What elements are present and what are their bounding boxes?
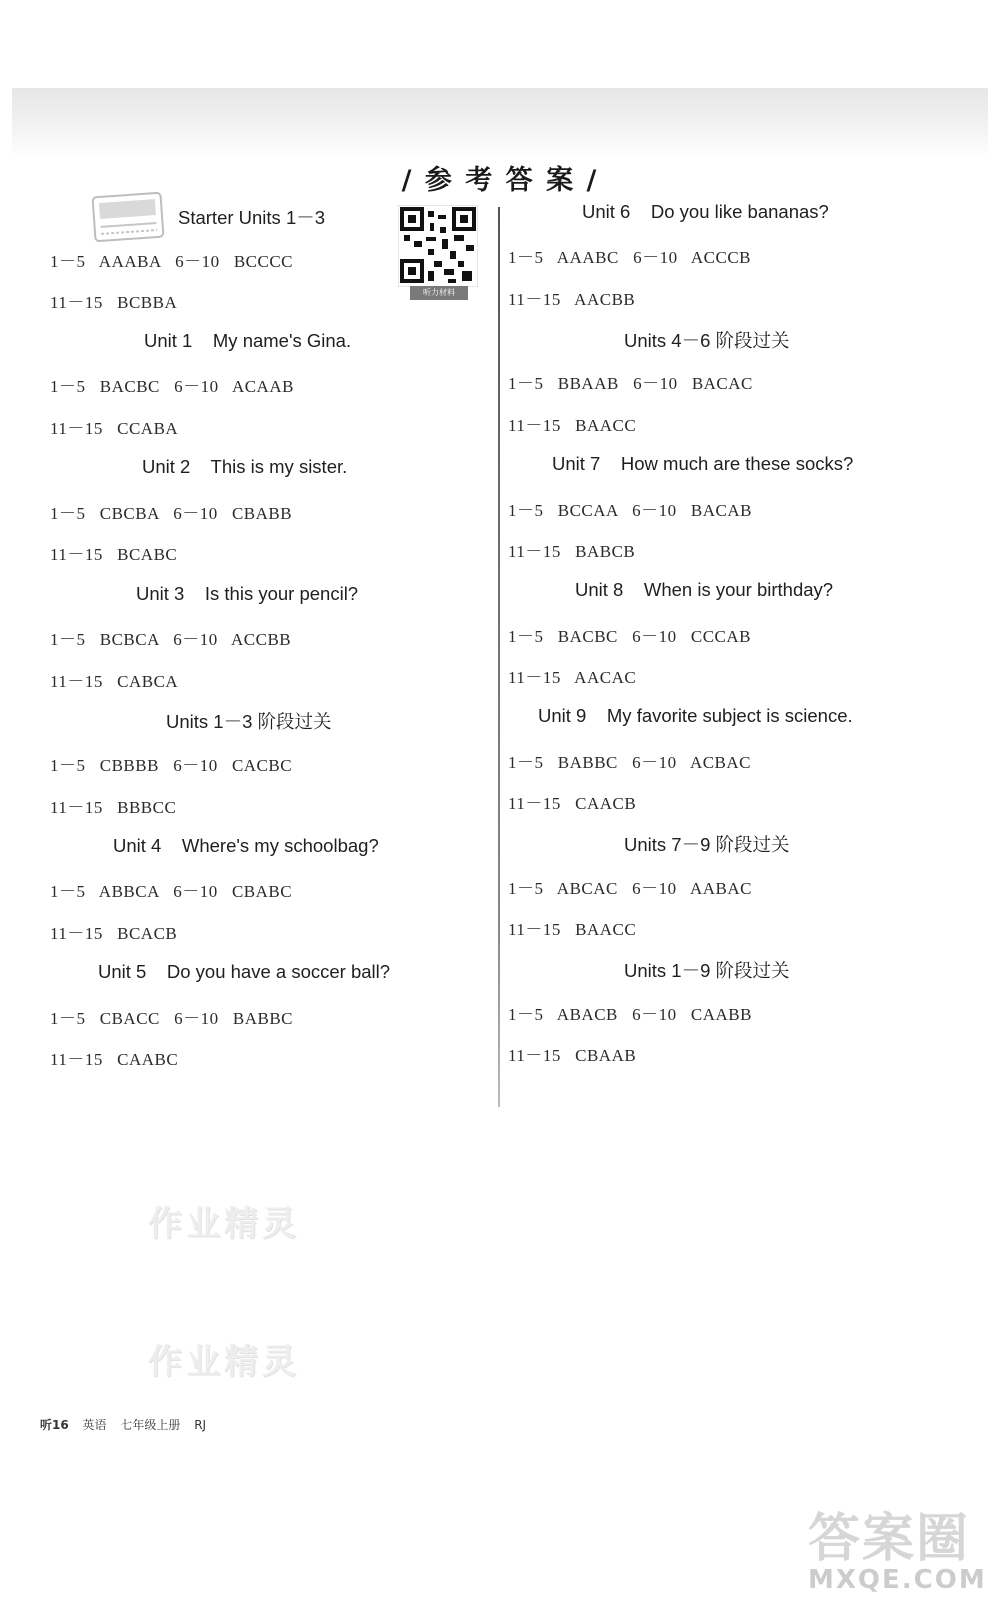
answer-row: 11－15 CCABA [50, 419, 179, 438]
section-heading: Starter Units 1－3 [178, 207, 326, 228]
watermark: 作业精灵 [148, 1342, 300, 1382]
column-divider [498, 207, 500, 1107]
answer-row: 11－15 CAABC [50, 1050, 179, 1069]
answer-row: 11－15 BAACC [508, 416, 637, 435]
section-heading: Units 1－9 阶段过关 [624, 960, 790, 981]
section-heading: Unit 1 My name's Gina. [144, 330, 352, 351]
page-footer [40, 1416, 216, 1433]
page-number: 听16 [40, 1418, 69, 1432]
page-top-band [12, 88, 988, 158]
section-heading: Unit 3 Is this your pencil? [136, 583, 359, 604]
answer-row: 11－15 BCABC [50, 545, 178, 564]
section-heading: Units 4－6 阶段过关 [624, 330, 790, 351]
section-heading: Unit 6 Do you like bananas? [582, 201, 829, 222]
answer-row: 1－5 BABBC 6－10 ACBAC [508, 753, 752, 772]
answer-row: 11－15 BABCB [508, 542, 636, 561]
answer-row: 1－5 ABACB 6－10 CAABB [508, 1005, 752, 1024]
answer-row: 1－5 BCCAA 6－10 BACAB [508, 501, 752, 520]
footer-subject: 英语 [82, 1418, 107, 1432]
answer-row: 11－15 BBBCC [50, 798, 177, 817]
corner-logo [808, 1496, 987, 1595]
corner-logo-site: MXQE.COM [808, 1565, 987, 1595]
answer-row: 1－5 CBACC 6－10 BABBC [50, 1009, 294, 1028]
section-heading: Unit 9 My favorite subject is science. [538, 705, 853, 726]
page-title: / 参 考 答 案 / [401, 165, 599, 196]
answer-row: 11－15 AACAC [508, 668, 637, 687]
answer-row: 1－5 AAABC 6－10 ACCCB [508, 248, 752, 267]
answer-row: 11－15 CAACB [508, 794, 637, 813]
section-heading: Units 7－9 阶段过关 [624, 834, 790, 855]
answer-row: 11－15 CABCA [50, 672, 179, 691]
stamp-icon [90, 191, 165, 244]
section-heading: Unit 5 Do you have a soccer ball? [98, 961, 391, 982]
answer-row: 11－15 AACBB [508, 290, 636, 309]
section-heading: Unit 2 This is my sister. [142, 456, 348, 477]
answer-row: 11－15 BCACB [50, 924, 178, 943]
section-heading: Unit 7 How much are these socks? [552, 453, 854, 474]
section-heading: Units 1－3 阶段过关 [166, 711, 332, 732]
answer-row: 1－5 ABCAC 6－10 AABAC [508, 879, 752, 898]
answer-row: 1－5 BBAAB 6－10 BACAC [508, 374, 753, 393]
answer-row: 1－5 BCBCA 6－10 ACCBB [50, 630, 292, 649]
answer-row: 1－5 BACBC 6－10 ACAAB [50, 377, 294, 396]
footer-grade: 七年级上册 [120, 1418, 181, 1432]
qr-caption: 听力材料 [410, 286, 468, 300]
answer-row: 1－5 CBCBA 6－10 CBABB [50, 504, 293, 523]
answer-row: 11－15 BCBBA [50, 293, 178, 312]
watermark: 作业精灵 [148, 1204, 300, 1244]
answer-row: 1－5 ABBCA 6－10 CBABC [50, 882, 293, 901]
answer-row: 11－15 CBAAB [508, 1046, 637, 1065]
footer-edition: RJ [194, 1418, 207, 1432]
corner-logo-text: 答案圈 [808, 1509, 971, 1569]
answer-row: 1－5 CBBBB 6－10 CACBC [50, 756, 293, 775]
answer-row: 1－5 BACBC 6－10 CCCAB [508, 627, 752, 646]
section-heading: Unit 8 When is your birthday? [575, 579, 834, 600]
answer-row: 1－5 AAABA 6－10 BCCCC [50, 252, 294, 271]
answer-row: 11－15 BAACC [508, 920, 637, 939]
section-heading: Unit 4 Where's my schoolbag? [113, 835, 379, 856]
